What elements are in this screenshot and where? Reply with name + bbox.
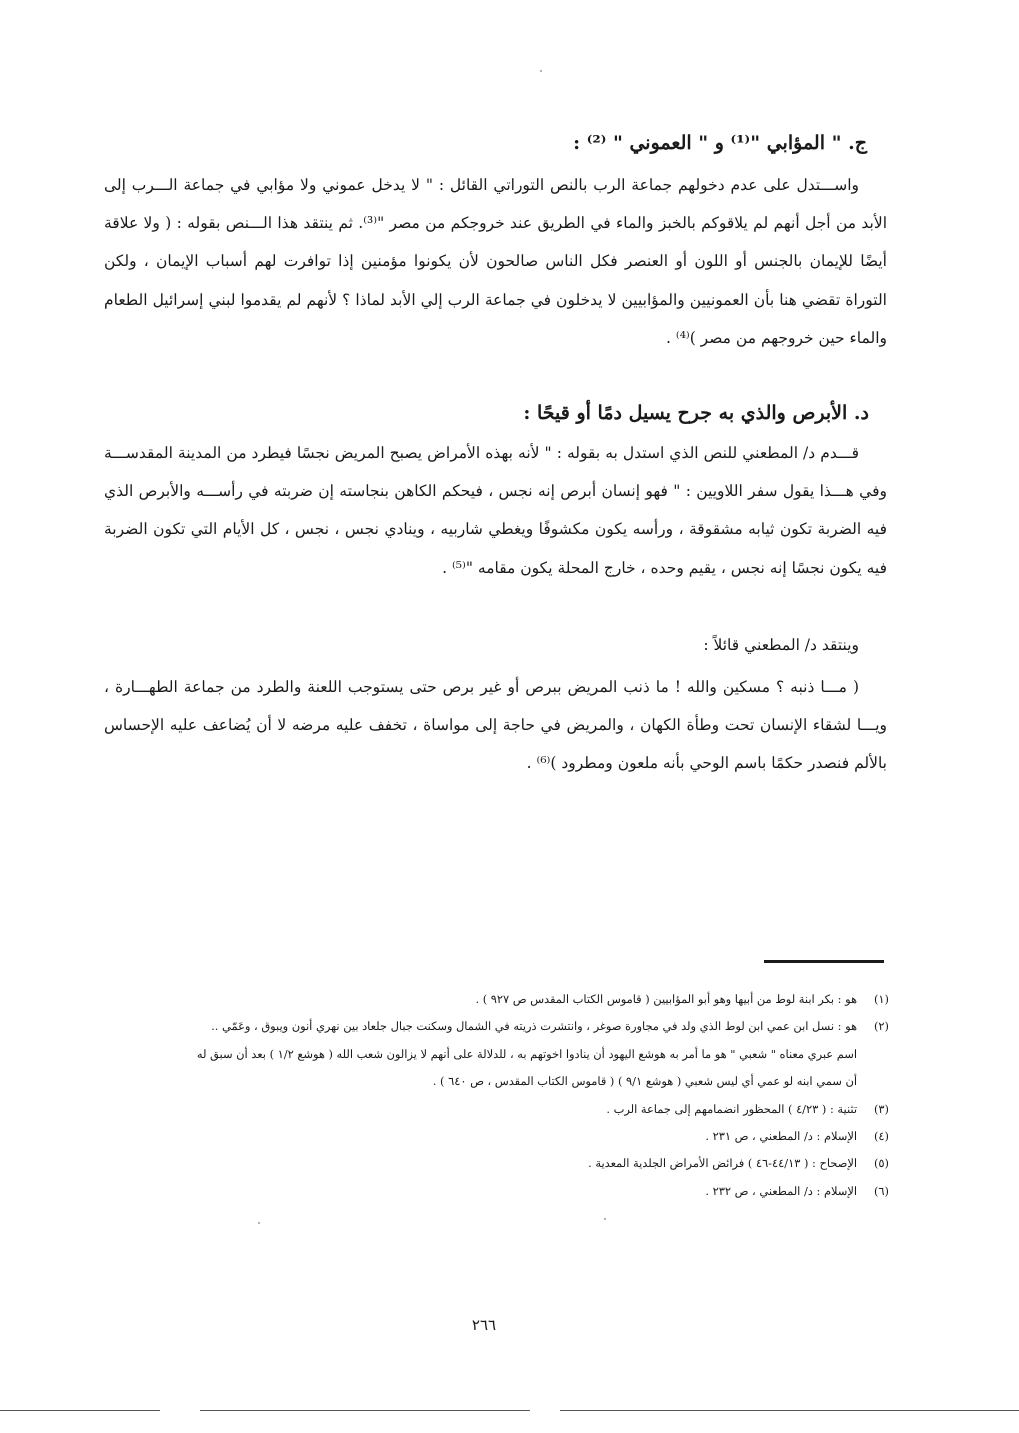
page-number: ٢٦٦ [471,1316,497,1334]
footnote-6 [104,1178,889,1205]
scan-edge-line [0,1410,160,1411]
footnote-line: الإسلام : د/ المطعني ، ص ٢٣١ . [705,1129,857,1144]
scan-edge-line [560,1410,1019,1411]
scan-speck [540,70,542,72]
scan-edge-line [200,1410,530,1411]
footnote-text [104,986,857,1013]
footnote-1 [104,986,889,1013]
paragraph: قـــدم د/ المطعني للنص الذي استدل به بقوله : " لأنه بهذه الأمراض يصبح المريض نجسًا فيطرد من المدينة المقدســـة وفي هـــذا يقول سفر اللاويين : " فهو إنسان أبرص إنه نجس ، فيحكم الكاهن بنجاسته إن ضربته في رأســـه والأبرص الذي فيه الضربة تكون ثيابه مشقوقة ، ورأسه يكون مكشوفًا ويغطي شاربيه ، وينادي نجس ، نجس ، كل الأيام التي تكون الضربة فيه يكون نجسًا إنه نجس ، يقيم وحده ، خارج المحلة يكون مقامه "⁽⁵⁾ . [104,444,887,577]
footnote-5 [104,1150,889,1177]
footnote-number: (٥) [873,1156,889,1171]
section-heading-c: ج. " المؤابي "⁽¹⁾ و " العموني " ⁽²⁾ : [573,132,867,154]
footnote-number: (٦) [873,1183,889,1198]
section-c-body [104,166,887,357]
footnotes [104,986,889,1205]
footnote-line: تثنية : ( ٤/٢٣ ) المحظور انضمامهم إلى جماعة الرب . [606,1101,857,1116]
footnote-text [104,1150,857,1177]
footnote-line: هو : نسل ابن عمي ابن لوط الذي ولد في مجاورة صوغر ، وانتشرت ذريته في الشمال وسكنت جبال جلعاد بين نهري أنون ويبوق ، وعَمّي .. [211,1019,857,1034]
footnote-separator [764,960,884,963]
footnote-line: الإسلام : د/ المطعني ، ص ٢٣٢ . [705,1183,857,1198]
paragraph: واســـتدل على عدم دخولهم جماعة الرب بالنص التوراتي القائل : " لا يدخل عموني ولا مؤابي في جماعة الـــرب إلى الأبد من أجل أنهم لم يلاقوكم بالخبز والماء في الطريق عند خروجكم من مصر "⁽³⁾. ثم ينتقد هذا الـــنص بقوله : ( ولا علاقة أيضًا للإيمان بالجنس أو اللون أو العنصر فكل الناس صالحون لأن يكونوا مؤمنين إذا توافرت لهم أسباب الإيمان ، ولكن التوراة تقضي هنا بأن العمونيين والمؤابيين لا يدخلون في جماعة الرب إلي الأبد لماذا ؟ لأنهم لم يقدموا لبني إسرائيل الطعام والماء حين خروجهم من مصر )⁽⁴⁾ . [104,176,887,347]
footnote-text [104,1123,857,1150]
footnote-text [104,1178,857,1205]
footnote-3 [104,1096,889,1123]
footnote-number: (١) [873,992,889,1006]
footnote-2 [104,1013,889,1095]
critique-quote [104,668,887,783]
footnote-text [104,1096,857,1123]
footnote-number: (٣) [873,1101,889,1116]
paragraph: ( مـــا ذنبه ؟ مسكين والله ! ما ذنب المريض ببرص أو غير برص حتى يستوجب اللعنة والطرد من جماعة الطهـــارة ، ويـــا لشقاء الإنسان تحت وطأة الكهان ، والمريض في حاجة إلى مواساة ، تخفف عليه مرضه لا أن يُضاعف عليه الإحساس بالألم فنصدر حكمًا باسم الوحي بأنه ملعون ومطرود )⁽⁶⁾ . [104,678,887,773]
footnote-number: (٢) [873,1019,889,1034]
footnote-number: (٤) [873,1129,889,1144]
footnote-line: الإصحاح : ( ٤٤/١٣-٤٦ ) فرائض الأمراض الجلدية المعدية . [588,1156,857,1171]
section-heading-d: د. الأبرص والذي به جرح يسيل دمًا أو قيحًا : [523,402,869,424]
footnote-line: هو : بكر ابنة لوط من أبيها وهو أبو المؤابيين ( قاموس الكتاب المقدس ص ٩٢٧ ) . [475,992,857,1006]
footnote-text [104,1013,857,1095]
footnote-4 [104,1123,889,1150]
paragraph: وينتقد د/ المطعني قائلاً : [703,636,859,654]
critique-intro [104,626,887,664]
footnote-line: أن سمي ابنه لو عمي أي ليس شعبي ( هوشع ٩/١ ) ( قاموس الكتاب المقدس ، ص ٦٤٠ ) . [432,1074,857,1089]
scan-speck [258,1222,260,1224]
footnote-line: اسم عبري معناه " شعبي " هو ما أمر به هوشع اليهود أن ينادوا اخوتهم به ، للدلالة على أنهم لا يزالون شعب الله ( هوشع ١/٢ ) بعد أن سبق له [196,1046,857,1061]
section-d-body [104,434,887,587]
scan-speck [604,1218,606,1220]
